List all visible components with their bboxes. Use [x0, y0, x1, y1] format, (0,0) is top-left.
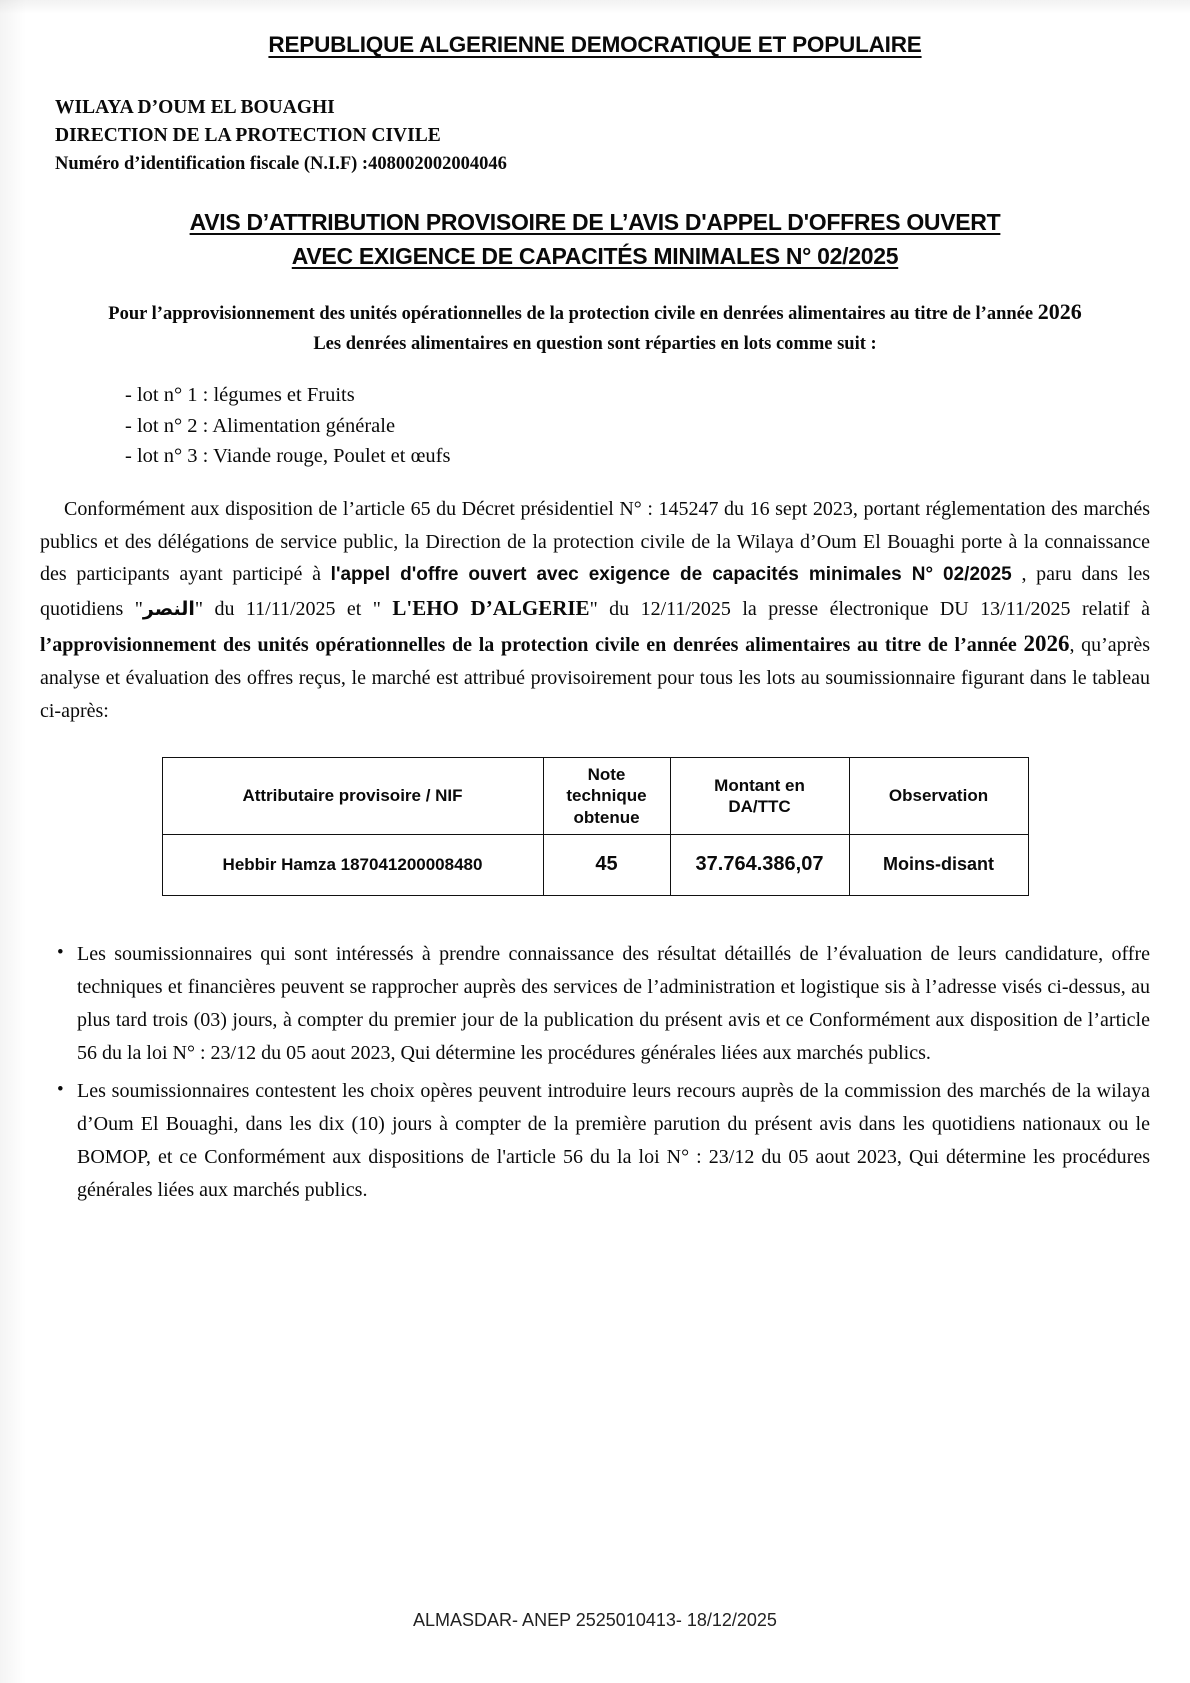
note-item: • Les soumissionnaires qui sont intéressés à prendre connaissance des résultat détaillés de l’évaluation de leurs candidature, offre techniques et financières peuvent se rapprocher auprès des services de l’administration et logistique sis à l’adresse visés ci-dessus, au plus tard trois (03) jours, à compter du premier jour de la publication du présent avis et ce Conformément aux disposition de l’article 56 du la loi N° : 23/12 du 05 aout 2023, Qui détermine les procédures générales liées aux marchés publics. [55, 938, 1150, 1071]
main-paragraph [0, 493, 1190, 727]
republic-title: REPUBLIQUE ALGERIENNE DEMOCRATIQUE ET POPULAIRE [268, 32, 922, 57]
column-header-note-technique [543, 758, 670, 835]
subject-line-1: Pour l’approvisionnement des unités opérationnelles de la protection civile en denrées alimentaires au titre de l’année [108, 304, 1038, 325]
paragraph-segment-outro: , qu’après analyse et évaluation des offres reçus, le marché est attribué provisoirement pour tous les lots au soumissionnaire figurant dans le tableau ci-après: [40, 634, 1150, 722]
column-header-note-line1: Note [587, 765, 626, 785]
notice-title-line-2: AVEC EXIGENCE DE CAPACITÉS MINIMALES N° 02/2025 [291, 243, 899, 270]
paragraph-segment-year: 2026 [1023, 631, 1070, 657]
column-header-note-line3: obtenue [573, 807, 640, 827]
column-header-note-line2: technique [566, 786, 647, 806]
cell-montant: 37.764.386,07 [670, 834, 849, 895]
footer-anep-reference: ALMASDAR- ANEP 2525010413- 18/12/2025 [413, 1610, 777, 1630]
lot-item: - lot n° 1 : légumes et Fruits [125, 384, 355, 407]
award-table-wrapper [0, 757, 1190, 896]
arabic-newspaper-name: النصر [142, 597, 195, 620]
lot-item: - lot n° 2 : Alimentation générale [125, 414, 396, 437]
note-item: • Les soumissionnaires contestent les choix opères peuvent introduire leurs recours auprès de la commission des marchés de la wilaya d’Oum El Bouaghi, dans les dix (10) jours à compter de la première parution du présent avis dans les quotidiens nationaux ou le BOMOP, et ce Conformément aux dispositions de l'article 56 du la loi N° : 23/12 du 05 aout 2023, Qui détermine les procédures générales liées aux marchés publics. [55, 1075, 1150, 1208]
table-header-row [162, 758, 1028, 835]
paragraph-segment-object: l’approvisionnement des unités opérationnelles de la protection civile en denrées alimentaires au titre de l’année [40, 634, 1024, 657]
lots-list [0, 380, 1190, 471]
paragraph-segment-published: , paru dans les quotidiens " [40, 562, 1150, 620]
lot-item: - lot n° 3 : Viande rouge, Poulet et œufs [125, 444, 451, 467]
paragraph-segment-date1: " du 11/11/2025 et " [194, 597, 393, 620]
nif-line: Numéro d’identification fiscale (N.I.F) :408002002004046 [55, 153, 507, 174]
paragraph-segment-intro: Conformément aux disposition de l’article 65 du Décret présidentiel N° : 145247 du 16 sept 2023, portant réglementation des marchés publics et des délégations de service public, la Direction de la protection civile de la Wilaya d’Oum El Bouaghi porte à la connaissance des participants ayant participé à [40, 498, 1150, 585]
column-header-montant-line1: Montant en [714, 775, 805, 795]
cell-note-technique: 45 [543, 834, 670, 895]
direction-line: DIRECTION DE LA PROTECTION CIVILE [55, 125, 441, 147]
wilaya-line: WILAYA D’OUM EL BOUAGHI [55, 97, 335, 118]
column-header-montant-line2: DA/TTC [728, 797, 791, 816]
organization-block [0, 94, 1190, 177]
cell-observation: Moins-disant [849, 834, 1028, 895]
french-newspaper-name: L'EHO D’ALGERIE [392, 595, 590, 620]
paragraph-segment-date2: " du 12/11/2025 la presse électronique DU 13/11/2025 relatif à [589, 597, 1150, 620]
subject-block [0, 295, 1190, 358]
paragraph-segment-tender-ref: l'appel d'offre ouvert avec exigence de capacités minimales N° 02/2025 [330, 563, 1012, 585]
cell-attributaire: Hebbir Hamza 187041200008480 [162, 834, 543, 895]
award-table [162, 757, 1029, 896]
notice-title-line-1: AVIS D’ATTRIBUTION PROVISOIRE DE L’AVIS D'APPEL D'OFFRES OUVERT [189, 209, 1001, 236]
column-header-observation: Observation [849, 758, 1028, 835]
column-header-montant [670, 758, 849, 835]
table-row [162, 834, 1028, 895]
column-header-attributaire: Attributaire provisoire / NIF [162, 758, 543, 835]
notice-title [0, 205, 1190, 273]
subject-line-2: Les denrées alimentaires en question sont réparties en lots comme suit : [313, 333, 877, 354]
subject-year: 2026 [1037, 299, 1082, 325]
notes-list [0, 938, 1190, 1208]
